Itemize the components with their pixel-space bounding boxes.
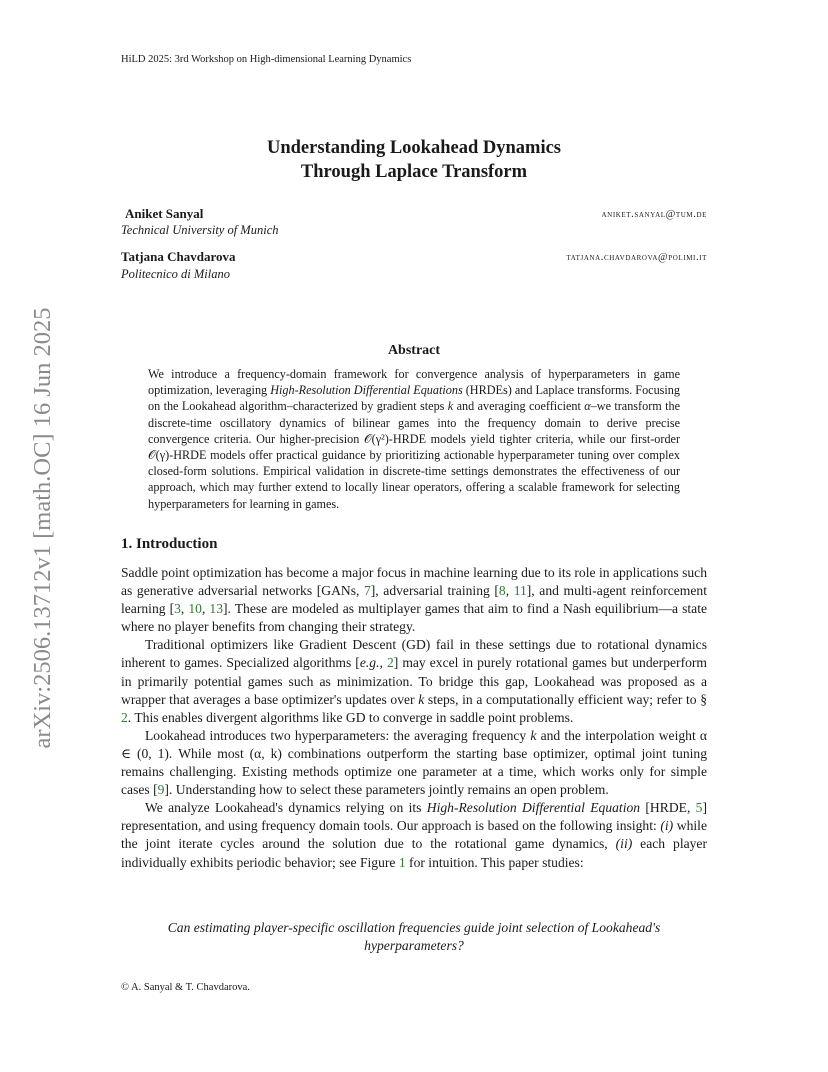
running-header: HiLD 2025: 3rd Workshop on High-dimensional Learning Dynamics <box>121 54 412 65</box>
section-heading-introduction: 1. Introduction <box>121 536 218 552</box>
research-question <box>121 919 707 955</box>
author-email-1[interactable]: aniket.sanyal@tum.de <box>601 209 707 220</box>
citation-link[interactable]: 8 <box>498 583 506 599</box>
introduction-body <box>121 564 707 872</box>
paper-title <box>0 136 828 184</box>
author-email-2[interactable]: tatjana.chavdarova@polimi.it <box>566 252 707 263</box>
abstract-text: We introduce a frequency-domain framework for convergence analysis of hyperparameters in game optimization, leveraging High-Resolution Differential Equations (HRDEs) and Laplace transforms. Focusing on the Lookahead algorithm–characterized by gradient steps k and averaging coefficient α–we transform the discrete-time oscillatory dynamics of bilinear games into the frequency domain to derive precise convergence criteria. Our higher-precision 𝒪(γ²)-HRDE models yield tighter criteria, while our first-order 𝒪(γ)-HRDE models offer practical guidance by prioritizing actionable hyperparameter tuning over complex closed-form solutions. Empirical validation in discrete-time settings demonstrates the effectiveness of our approach, which may further extend to locally linear operators, offering a scalable framework for selecting hyperparameters for learning in games. <box>148 367 681 511</box>
citation-link[interactable]: 13 <box>209 601 223 617</box>
arxiv-sidebar-id[interactable]: arXiv:2506.13712v1 [math.OC] 16 Jun 2025 <box>29 307 56 749</box>
citation-link[interactable]: 7 <box>363 583 371 599</box>
research-question-line-2: hyperparameters? <box>364 938 464 953</box>
author-name-2: Tatjana Chavdarova <box>121 249 236 264</box>
citation-link[interactable]: 5 <box>695 800 703 816</box>
citation-link[interactable]: 9 <box>157 782 165 798</box>
citation-link[interactable]: 2 <box>386 655 394 671</box>
author-affiliation-2: Politecnico di Milano <box>121 267 231 281</box>
author-affiliation-1: Technical University of Munich <box>121 223 279 237</box>
copyright-footer: © A. Sanyal & T. Chavdarova. <box>121 982 250 993</box>
intro-paragraph-1: Saddle point optimization has become a major focus in machine learning due to its role in applications such as generative adversarial networks [GANs, 7], adversarial training [8, 11], and multi-agent reinforcement learning [3, 10, 13]. These are modeled as multiplayer games that aim to find a Nash equilibrium—a state where no player benefits from changing their strategy. <box>121 565 708 635</box>
figure-ref-link[interactable]: 1 <box>398 854 406 870</box>
intro-paragraph-2: Traditional optimizers like Gradient Descent (GD) fail in these settings due to rotational dynamics inherent to games. Specialized algorithms [e.g., 2] may excel in purely rotational games but underperform in primarily potential games such as minimization. To bridge this gap, Lookahead was proposed as a wrapper that averages a base optimizer's updates over k steps, in a computationally efficient way; refer to § 2. This enables divergent algorithms like GD to converge in saddle point problems. <box>121 637 707 725</box>
title-line-1: Understanding Lookahead Dynamics <box>266 138 561 158</box>
author-name-1: Aniket Sanyal <box>125 206 204 221</box>
intro-paragraph-4: We analyze Lookahead's dynamics relying on its High-Resolution Differential Equation [HRDE, 5] representation, and using frequency domain tools. Our approach is based on the following insight: (i) while the joint iterate cycles around the solution due to the rotational game dynamics, (ii) each player individually exhibits periodic behavior; see Figure 1 for intuition. This paper studies: <box>121 800 707 870</box>
citation-link[interactable]: 10 <box>188 601 202 617</box>
citation-link[interactable]: 3 <box>174 601 181 617</box>
abstract-heading: Abstract <box>387 343 441 358</box>
research-question-line-1: Can estimating player-specific oscillation frequencies guide joint selection of Lookahead's <box>167 920 661 935</box>
intro-paragraph-3: Lookahead introduces two hyperparameters: the averaging frequency k and the interpolation weight α ∈ (0, 1). While most (α, k) combinations outperform the starting base optimizer, optimal joint tuning remains challenging. Existing methods optimize one parameter at a time, which works only for simple cases [9]. Understanding how to select these parameters jointly remains an open problem. <box>121 727 708 798</box>
citation-link[interactable]: 11 <box>513 583 527 599</box>
section-ref-link[interactable]: 2 <box>121 709 128 725</box>
title-line-2: Through Laplace Transform <box>300 162 528 182</box>
